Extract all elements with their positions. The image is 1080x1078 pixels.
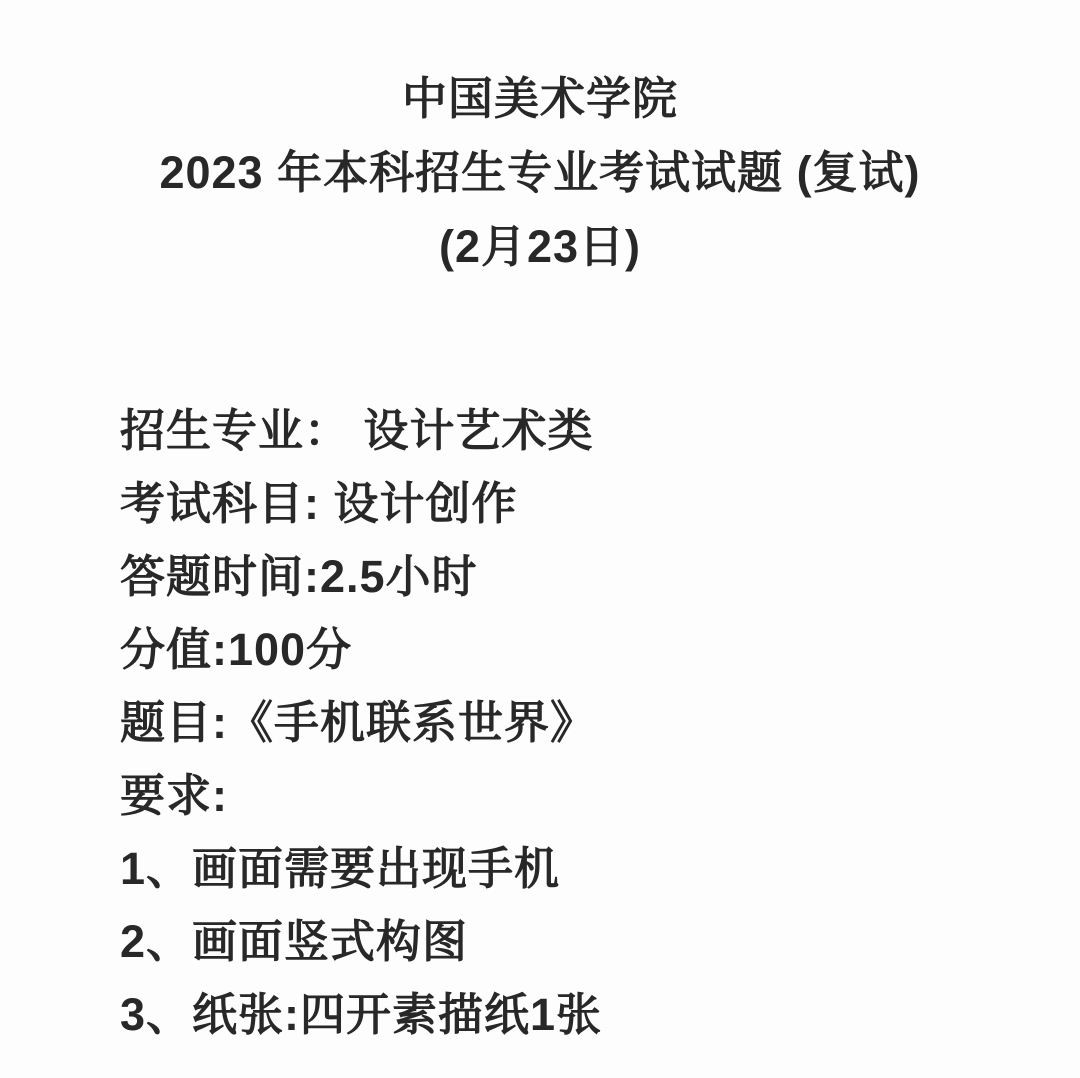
requirement-item-2: 2、画面竖式构图 [120, 916, 469, 967]
answer-time-line: 答题时间:2.5小时 [120, 551, 478, 602]
admission-major-line: 招生专业： 设计艺术类 [120, 405, 594, 456]
score-value-line: 分值:100分 [120, 624, 353, 675]
exam-details [0, 394, 1080, 1051]
exam-date: (2月23日) [438, 221, 642, 272]
school-name: 中国美术学院 [401, 73, 678, 124]
exam-subject-line: 考试科目: 设计创作 [120, 478, 518, 529]
exam-topic-line: 题目:《手机联系世界》 [120, 697, 596, 748]
exam-header [0, 0, 1080, 284]
requirement-item-3: 3、纸张:四开素描纸1张 [120, 989, 603, 1040]
requirements-label: 要求: [120, 770, 228, 821]
requirement-item-1: 1、画面需要出现手机 [120, 843, 561, 894]
exam-title: 2023 年本科招生专业考试试题 (复试) [159, 147, 921, 198]
